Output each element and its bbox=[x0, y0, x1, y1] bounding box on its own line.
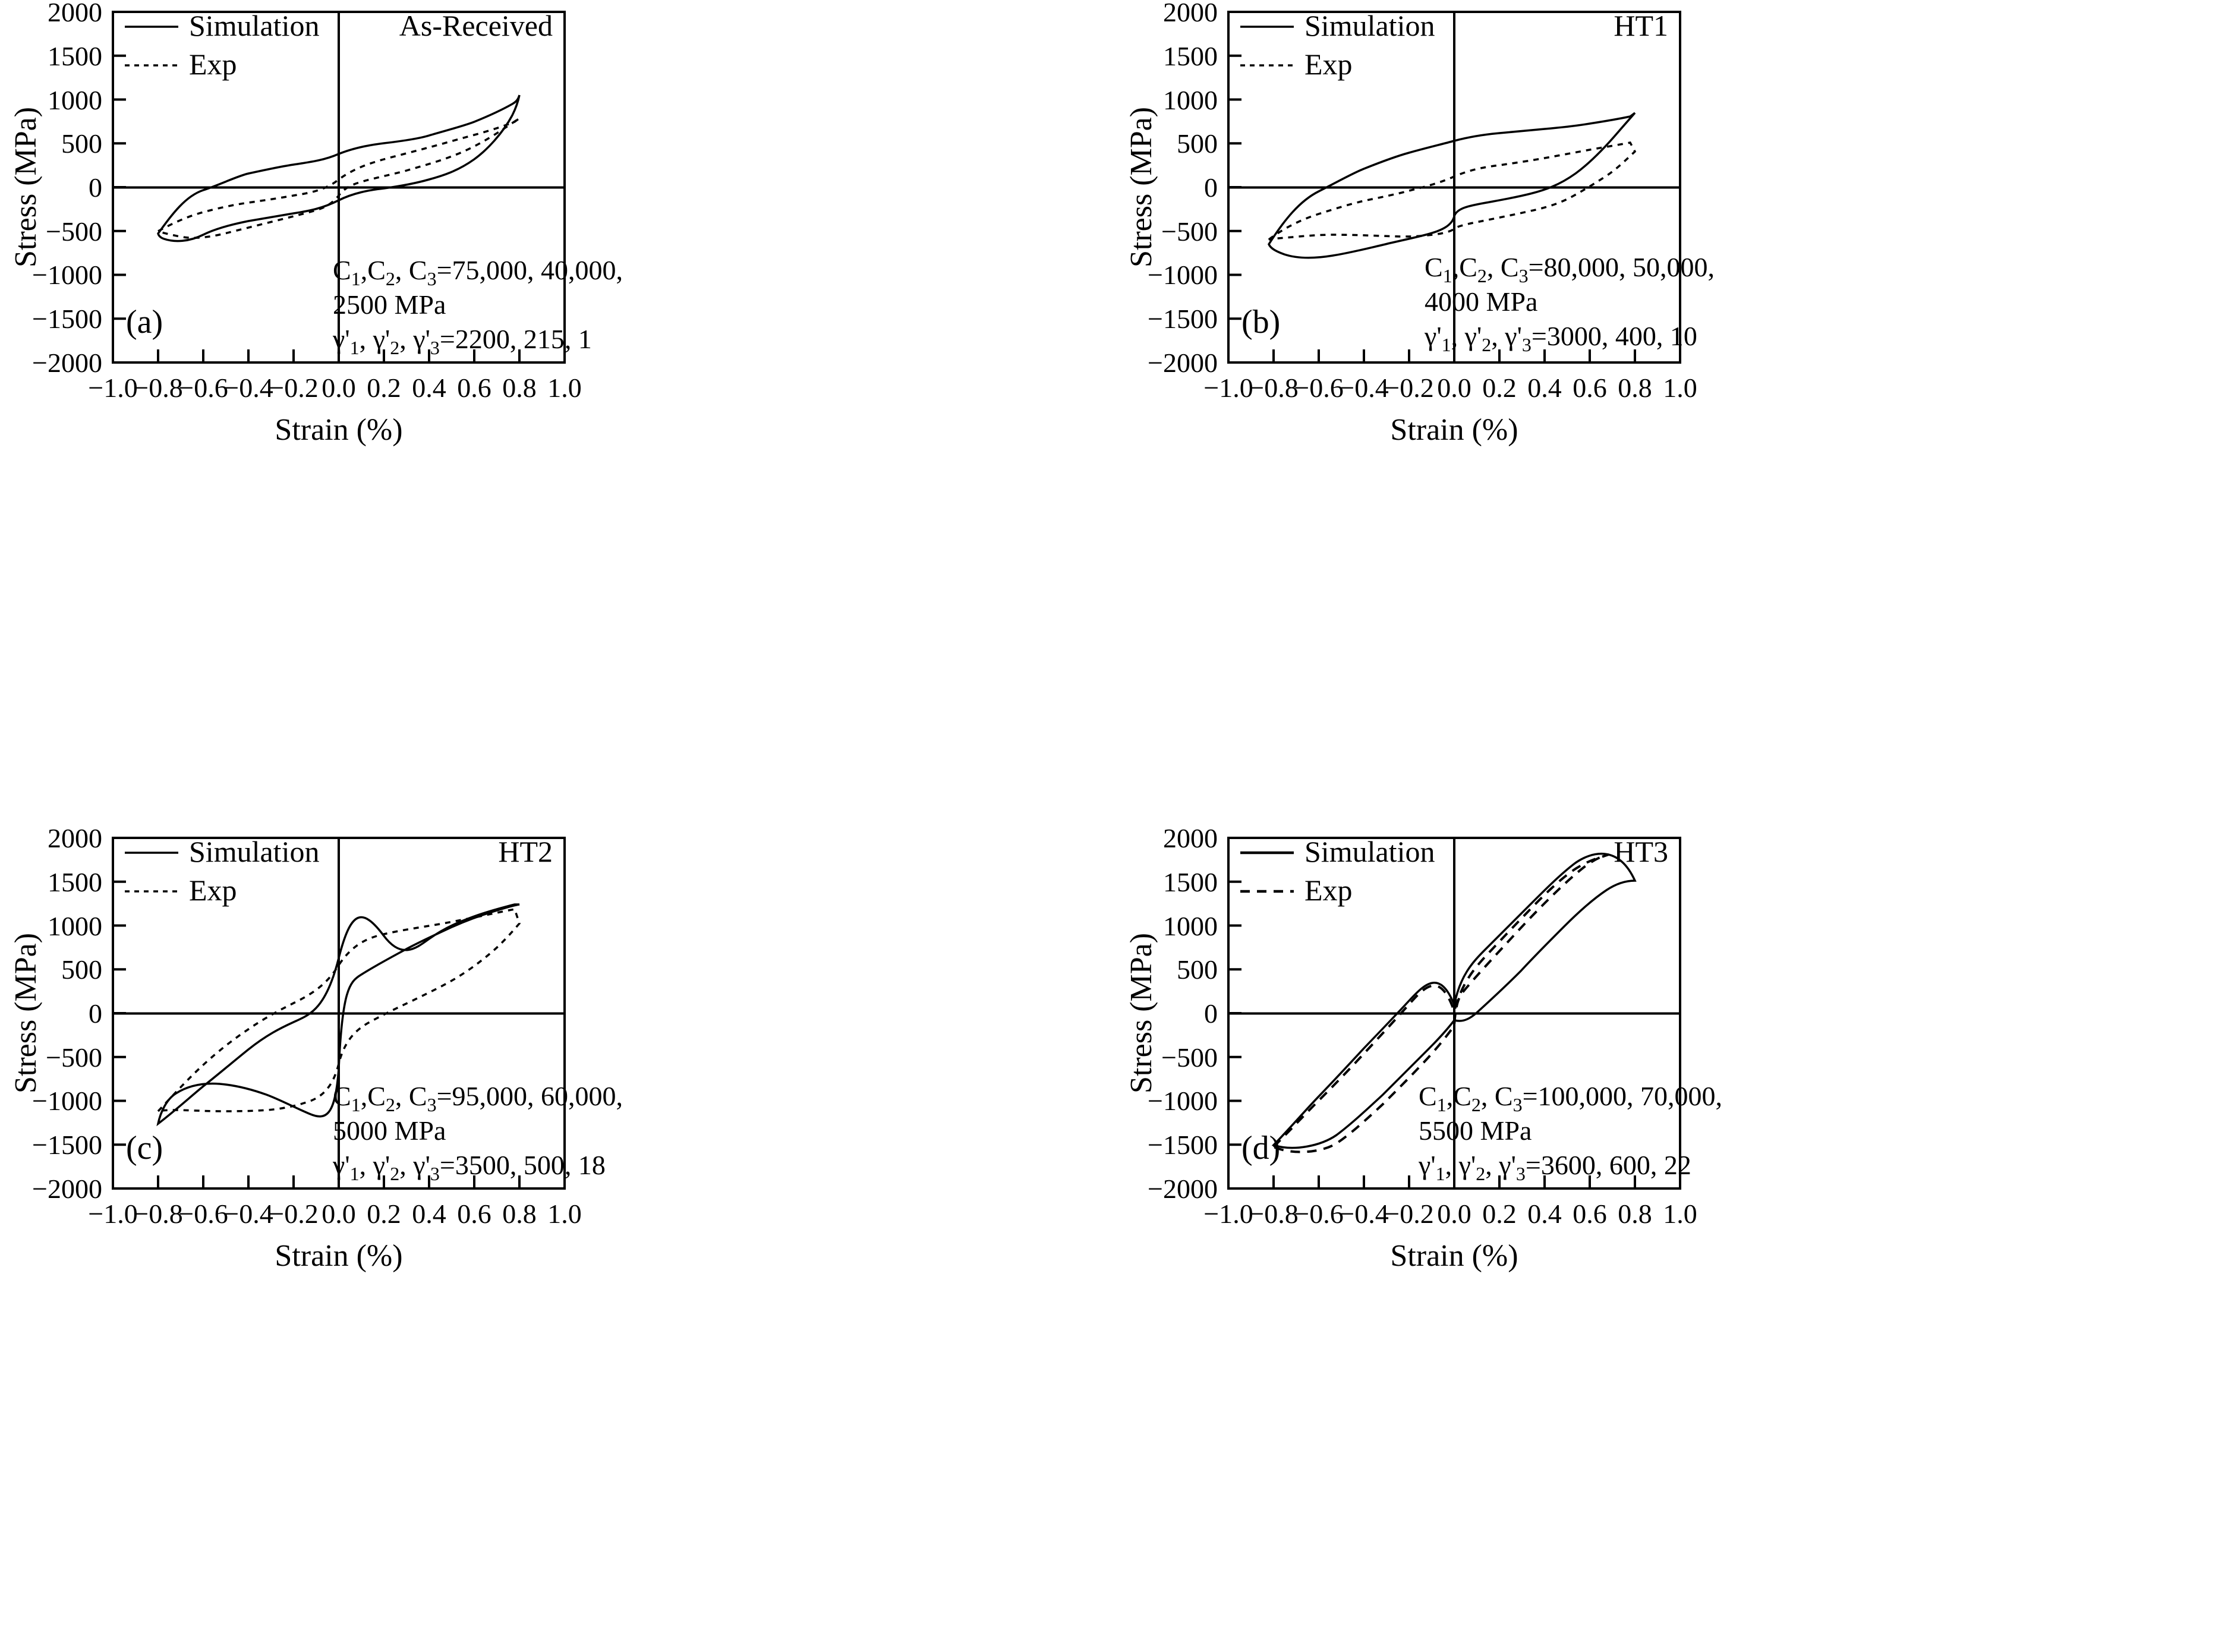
y-axis-label-b: Stress (MPa) bbox=[1124, 106, 1158, 268]
legend-b bbox=[1240, 9, 1435, 81]
panel-d bbox=[1116, 826, 2231, 1652]
svg-text:1500: 1500 bbox=[48, 867, 102, 897]
y-axis-label-d: Stress (MPa) bbox=[1124, 932, 1158, 1094]
svg-text:0.2: 0.2 bbox=[1482, 373, 1517, 403]
svg-text:−0.2: −0.2 bbox=[269, 1199, 319, 1229]
y-axis-label-c: Stress (MPa) bbox=[9, 932, 43, 1094]
svg-text:−1500: −1500 bbox=[32, 1130, 102, 1160]
legend-label-simulation-b: Simulation bbox=[1304, 9, 1435, 42]
svg-text:−0.4: −0.4 bbox=[1339, 373, 1389, 403]
svg-text:1.0: 1.0 bbox=[1663, 373, 1697, 403]
panel-label-a: (a) bbox=[126, 304, 163, 341]
annotation-c-units-d: 5500 MPa bbox=[1419, 1115, 1532, 1146]
x-axis-label-c: Strain (%) bbox=[275, 1239, 403, 1273]
svg-text:C1,C2, C3=75,000, 40,000,: $C_1,C_2$, $C_3=75,000$, 40,000, bbox=[333, 255, 623, 289]
svg-text:−2000: −2000 bbox=[32, 348, 102, 378]
x-tick-labels-b bbox=[1203, 373, 1697, 403]
series-exp-b bbox=[1269, 143, 1635, 239]
svg-text:−0.8: −0.8 bbox=[1249, 1199, 1299, 1229]
svg-text:−500: −500 bbox=[1161, 216, 1218, 247]
legend-c bbox=[125, 835, 319, 907]
svg-text:0: 0 bbox=[89, 998, 102, 1029]
legend-a bbox=[125, 9, 319, 81]
panel-label-c: (c) bbox=[126, 1130, 163, 1167]
svg-text:0.6: 0.6 bbox=[457, 373, 491, 403]
svg-text:−1000: −1000 bbox=[1148, 1086, 1218, 1116]
svg-text:−0.8: −0.8 bbox=[1249, 373, 1299, 403]
svg-text:1000: 1000 bbox=[1163, 85, 1218, 115]
svg-text:−2000: −2000 bbox=[1148, 1174, 1218, 1204]
svg-text:1000: 1000 bbox=[48, 911, 102, 941]
svg-text:C1,C2, C3=80,000, 50,000,: $C_1,C_2$, $C_3=80,000$, 50,000, bbox=[1425, 252, 1715, 286]
legend-label-simulation-c: Simulation bbox=[189, 835, 320, 868]
svg-text:−1000: −1000 bbox=[32, 1086, 102, 1116]
y-axis-label-a: Stress (MPa) bbox=[9, 106, 43, 268]
svg-text:2000: 2000 bbox=[48, 0, 102, 27]
svg-text:C1,C2, C3=100,000, 70,000,: $C_1,C_2$, $C_3=100,000$, 70,000, bbox=[1419, 1081, 1723, 1115]
legend-label-exp-d: Exp bbox=[1304, 874, 1353, 907]
svg-text:−0.4: −0.4 bbox=[1339, 1199, 1389, 1229]
legend-d bbox=[1240, 835, 1435, 907]
svg-text:−1500: −1500 bbox=[1148, 1130, 1218, 1160]
annotation-gamma-values-c: 3500, 500, 18 bbox=[455, 1150, 606, 1180]
svg-text:−0.2: −0.2 bbox=[1384, 1199, 1434, 1229]
svg-text:γ'1, γ'2, γ'3=3500, 500, 18: $\gamma'_1$, $\gamma'_2$, $\gamma'_3=3500$, 500, 18 bbox=[333, 1150, 606, 1184]
svg-text:−500: −500 bbox=[1161, 1042, 1218, 1073]
svg-text:1000: 1000 bbox=[1163, 911, 1218, 941]
annotation-c-values-c: 95,000, 60,000, bbox=[452, 1081, 623, 1111]
legend-label-exp-b: Exp bbox=[1304, 48, 1353, 81]
case-label-b: HT1 bbox=[1614, 9, 1668, 42]
svg-text:−0.6: −0.6 bbox=[1294, 373, 1344, 403]
annotation-gamma-values-a: 2200, 215, 1 bbox=[455, 324, 592, 354]
svg-text:−1.0: −1.0 bbox=[88, 1199, 138, 1229]
annotation-gamma-values-b: 3000, 400, 10 bbox=[1546, 321, 1697, 351]
y-ticks-b bbox=[1228, 12, 1241, 362]
y-ticks-d bbox=[1228, 838, 1241, 1188]
panel-c-plot bbox=[0, 826, 1116, 1652]
svg-text:1500: 1500 bbox=[1163, 867, 1218, 897]
svg-text:1000: 1000 bbox=[48, 85, 102, 115]
svg-text:1.0: 1.0 bbox=[547, 1199, 582, 1229]
svg-text:0.0: 0.0 bbox=[322, 373, 356, 403]
svg-text:1.0: 1.0 bbox=[1663, 1199, 1697, 1229]
panel-label-b: (b) bbox=[1241, 304, 1281, 341]
panel-d-plot bbox=[1116, 826, 2231, 1652]
svg-text:0.8: 0.8 bbox=[502, 1199, 537, 1229]
svg-text:γ'1, γ'2, γ'3=3000, 400, 10: $\gamma'_1$, $\gamma'_2$, $\gamma'_3=3000$, 400, 10 bbox=[1425, 321, 1697, 355]
svg-text:500: 500 bbox=[61, 954, 102, 985]
svg-text:−0.8: −0.8 bbox=[133, 1199, 183, 1229]
x-axis-label-d: Strain (%) bbox=[1390, 1239, 1518, 1273]
svg-text:−1.0: −1.0 bbox=[88, 373, 138, 403]
svg-text:500: 500 bbox=[61, 128, 102, 159]
legend-label-simulation-a: Simulation bbox=[189, 9, 320, 42]
svg-text:−500: −500 bbox=[46, 216, 102, 247]
svg-text:−500: −500 bbox=[46, 1042, 102, 1073]
svg-text:1500: 1500 bbox=[1163, 41, 1218, 71]
svg-text:0.8: 0.8 bbox=[502, 373, 537, 403]
svg-text:0.8: 0.8 bbox=[1618, 1199, 1652, 1229]
svg-text:−0.8: −0.8 bbox=[133, 373, 183, 403]
svg-text:0.2: 0.2 bbox=[367, 373, 401, 403]
svg-text:500: 500 bbox=[1177, 128, 1218, 159]
svg-text:−0.4: −0.4 bbox=[223, 373, 273, 403]
x-axis-label-a: Strain (%) bbox=[275, 413, 403, 447]
svg-text:0.4: 0.4 bbox=[1527, 373, 1562, 403]
svg-text:C1,C2, C3=95,000, 60,000,: $C_1,C_2$, $C_3=95,000$, 60,000, bbox=[333, 1081, 623, 1115]
svg-text:2000: 2000 bbox=[1163, 0, 1218, 27]
y-ticks-c bbox=[113, 838, 126, 1188]
svg-text:−1.0: −1.0 bbox=[1203, 1199, 1253, 1229]
annotation-c-units-b: 4000 MPa bbox=[1425, 286, 1538, 317]
case-label-d: HT3 bbox=[1614, 835, 1668, 868]
annotation-c-units-c: 5000 MPa bbox=[333, 1115, 446, 1146]
svg-text:0: 0 bbox=[1204, 172, 1218, 203]
svg-text:−0.6: −0.6 bbox=[178, 373, 228, 403]
case-label-a: As-Received bbox=[399, 9, 553, 42]
svg-text:0.6: 0.6 bbox=[457, 1199, 491, 1229]
svg-text:−1000: −1000 bbox=[1148, 260, 1218, 290]
svg-text:1.0: 1.0 bbox=[547, 373, 582, 403]
panel-a bbox=[0, 0, 1116, 826]
svg-text:−2000: −2000 bbox=[32, 1174, 102, 1204]
panel-b bbox=[1116, 0, 2231, 826]
annotation-a bbox=[332, 255, 623, 358]
x-tick-labels-c bbox=[88, 1199, 581, 1229]
svg-text:2000: 2000 bbox=[48, 826, 102, 853]
svg-text:0.0: 0.0 bbox=[322, 1199, 356, 1229]
series-simulation-b bbox=[1269, 113, 1635, 258]
svg-text:2000: 2000 bbox=[1163, 826, 1218, 853]
svg-text:0.4: 0.4 bbox=[412, 1199, 446, 1229]
svg-text:0.4: 0.4 bbox=[1527, 1199, 1562, 1229]
svg-text:−0.6: −0.6 bbox=[178, 1199, 228, 1229]
x-tick-labels-d bbox=[1203, 1199, 1697, 1229]
legend-label-exp-c: Exp bbox=[189, 874, 237, 907]
svg-text:0.0: 0.0 bbox=[1437, 1199, 1471, 1229]
legend-label-simulation-d: Simulation bbox=[1304, 835, 1435, 868]
svg-text:−0.2: −0.2 bbox=[1384, 373, 1434, 403]
svg-text:0.6: 0.6 bbox=[1573, 1199, 1607, 1229]
svg-text:0: 0 bbox=[1204, 998, 1218, 1029]
data-curves-b bbox=[1269, 113, 1635, 258]
svg-text:0.4: 0.4 bbox=[412, 373, 446, 403]
svg-text:0.2: 0.2 bbox=[1482, 1199, 1517, 1229]
svg-text:1500: 1500 bbox=[48, 41, 102, 71]
svg-text:0.0: 0.0 bbox=[1437, 373, 1471, 403]
svg-text:−0.4: −0.4 bbox=[223, 1199, 273, 1229]
annotation-c bbox=[332, 1081, 623, 1184]
panel-a-plot bbox=[0, 0, 1116, 826]
svg-text:−0.2: −0.2 bbox=[269, 373, 319, 403]
panel-label-d: (d) bbox=[1241, 1130, 1281, 1167]
svg-text:0.2: 0.2 bbox=[367, 1199, 401, 1229]
svg-text:γ'1, γ'2, γ'3=3600, 600, 22: $\gamma'_1$, $\gamma'_2$, $\gamma'_3=3600$, 600, 22 bbox=[1419, 1150, 1691, 1184]
y-ticks-a bbox=[113, 12, 126, 362]
x-ticks-b bbox=[1228, 349, 1680, 362]
svg-text:−1.0: −1.0 bbox=[1203, 373, 1253, 403]
svg-text:500: 500 bbox=[1177, 954, 1218, 985]
panel-c bbox=[0, 826, 1116, 1652]
svg-text:−1000: −1000 bbox=[32, 260, 102, 290]
panel-b-plot bbox=[1116, 0, 2231, 826]
annotation-c-units-a: 2500 MPa bbox=[333, 289, 446, 320]
annotation-c-values-d: 100,000, 70,000, bbox=[1537, 1081, 1723, 1111]
svg-text:−2000: −2000 bbox=[1148, 348, 1218, 378]
case-label-c: HT2 bbox=[498, 835, 553, 868]
svg-text:−1500: −1500 bbox=[32, 304, 102, 334]
annotation-c-values-a: 75,000, 40,000, bbox=[452, 255, 623, 285]
annotation-gamma-values-d: 3600, 600, 22 bbox=[1540, 1150, 1691, 1180]
svg-text:−1500: −1500 bbox=[1148, 304, 1218, 334]
x-axis-label-b: Strain (%) bbox=[1390, 413, 1518, 447]
svg-text:0.8: 0.8 bbox=[1618, 373, 1652, 403]
svg-text:−0.6: −0.6 bbox=[1294, 1199, 1344, 1229]
svg-text:0: 0 bbox=[89, 172, 102, 203]
annotation-d bbox=[1418, 1081, 1722, 1184]
legend-label-exp-a: Exp bbox=[189, 48, 237, 81]
svg-text:γ'1, γ'2, γ'3=2200, 215, 1: $\gamma'_1$, $\gamma'_2$, $\gamma'_3=2200$, 215, 1 bbox=[333, 324, 592, 358]
svg-text:0.6: 0.6 bbox=[1573, 373, 1607, 403]
annotation-b bbox=[1424, 252, 1715, 355]
annotation-c-values-b: 80,000, 50,000, bbox=[1543, 252, 1715, 282]
x-tick-labels-a bbox=[88, 373, 581, 403]
